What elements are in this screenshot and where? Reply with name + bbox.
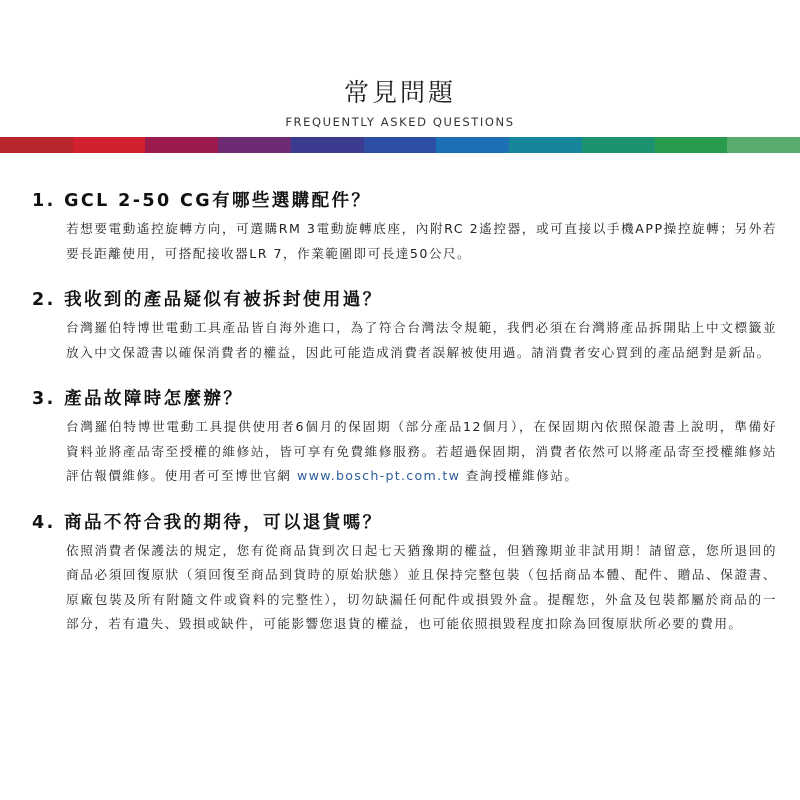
color-band-segment [218,137,291,153]
color-band-segment [0,137,73,153]
faq-item-2 [32,287,777,365]
faq-number: 3. [32,389,56,409]
page-header [0,76,800,130]
faq-answer-1: 若想要電動遙控旋轉方向，可選購RM 3電動旋轉底座，內附RC 2遙控器，或可直接以手機APP操控旋轉；另外若要長距離使用，可搭配接收器LR 7，作業範圍即可長達50公尺。 [66,221,777,261]
faq-question-text: 我收到的產品疑似有被拆封使用過？ [64,290,383,310]
faq-item-4 [32,510,777,637]
faq-question-text: GCL 2-50 CG有哪些選購配件？ [64,191,372,211]
color-band-segment [291,137,364,153]
faq-item-3 [32,386,777,489]
brand-color-band [0,137,800,153]
faq-number: 2. [32,290,56,310]
color-band-segment [509,137,582,153]
faq-question-text: 商品不符合我的期待，可以退貨嗎？ [64,512,383,533]
faq-answer-3 [32,415,777,489]
faq-question-2 [32,287,777,313]
faq-question-3 [32,386,777,412]
faq-answer-4: 依照消費者保護法的規定，您有從商品貨到次日起七天猶豫期的權益，但猶豫期並非試用期！請留意，您所退回的商品必須回復原狀（須回復至商品到貨時的原始狀態）並且保持完整包裝（包括商品本體、配件、贈品、保證書、原廠包裝及所有附隨文件或資料的完整性），切勿缺漏任何配件或損毀外盒。提醒您，外盒及包裝都屬於商品的一部分，若有遺失、毀損或缺件，可能影響您退貨的權益，也可能依照損毀程度扣除為回復原狀所必要的費用。 [66,542,777,631]
color-band-segment [727,137,800,153]
faq-number: 1. [32,191,56,211]
faq-question-4 [32,510,777,536]
color-band-segment [73,137,146,153]
page-subtitle: FREQUENTLY ASKED QUESTIONS [285,115,515,129]
color-band-segment [364,137,437,153]
faq-answer-2: 台灣羅伯特博世電動工具產品皆自海外進口，為了符合台灣法令規範，我們必須在台灣將產品拆開貼上中文標籤並放入中文保證書以確保消費者的權益，因此可能造成消費者誤解被使用過。請消費者安心買到的產品絕對是新品。 [66,320,777,360]
faq-answer-text: 查詢授權維修站。 [460,468,579,483]
faq-number: 4. [32,512,56,533]
faq-list [32,188,777,658]
color-band-segment [582,137,655,153]
color-band-segment [145,137,218,153]
faq-item-1 [32,188,777,266]
faq-answer-text: 台灣羅伯特博世電動工具提供使用者6個月的保固期（部分產品12個月），在保固期內依照保證書上說明，準備好資料並將產品寄至授權的維修站，皆可享有免費維修服務。若超過保固期，消費者依然可以將產品寄至授權維修站評估報價維修。使用者可至博世官網 [66,419,777,483]
faq-question-text: 產品故障時怎麼辦？ [64,389,244,409]
bosch-website-link[interactable]: www.bosch-pt.com.tw [297,468,461,483]
faq-question-1 [32,188,777,214]
color-band-segment [655,137,728,153]
color-band-segment [436,137,509,153]
page-title: 常見問題 [343,78,456,107]
